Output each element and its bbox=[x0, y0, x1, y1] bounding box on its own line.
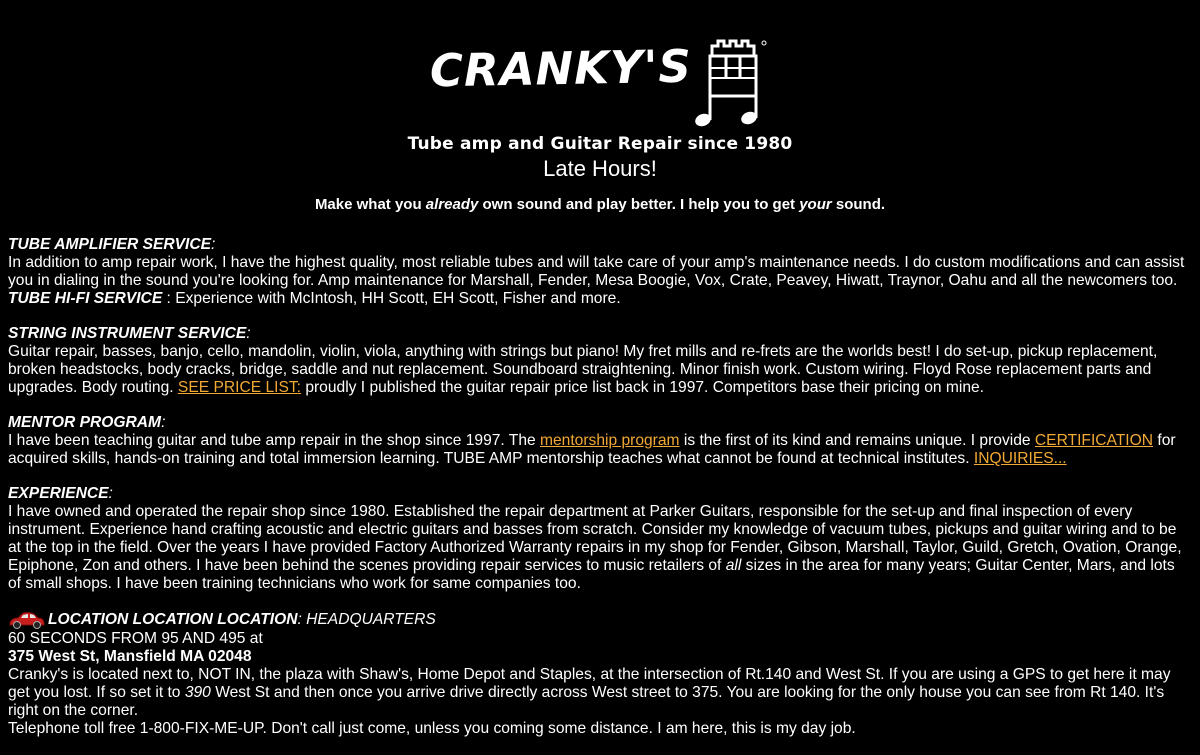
slogan bbox=[0, 196, 1200, 214]
location-line1: 60 SECONDS FROM 95 AND 495 at bbox=[8, 630, 263, 647]
section-body: Guitar repair, basses, banjo, cello, mandolin, violin, viola, anything with strings but piano! My fret mills and re-frets are the worlds best! I do set-up, pickup replacement, broken headstocks, body cracks, bridge, saddle and nut replacement. Soundboard straightening. Minor finish work. Custom wiring. Floyd Rose replacement parts and upgrades. Body routing. bbox=[8, 343, 1158, 396]
content bbox=[8, 236, 1192, 755]
price-list-link[interactable]: SEE PRICE LIST: bbox=[177, 379, 301, 396]
location-title-row bbox=[8, 610, 1192, 630]
section-colon: : bbox=[211, 236, 216, 253]
string-instrument-section bbox=[8, 325, 1192, 397]
section-title: MENTOR PROGRAM bbox=[8, 414, 162, 431]
hifi-title: TUBE HI-FI SERVICE bbox=[8, 290, 163, 307]
logo bbox=[0, 36, 1200, 132]
slogan-part2: own sound and play better. I help you to get bbox=[478, 196, 800, 213]
section-colon: : bbox=[161, 414, 166, 431]
section-title: EXPERIENCE bbox=[8, 485, 109, 502]
inquiries-link[interactable]: INQUIRIES... bbox=[973, 450, 1067, 467]
section-em: all bbox=[725, 557, 742, 574]
late-hours: Late Hours! bbox=[543, 156, 657, 181]
slogan-part1: Make what you bbox=[314, 196, 426, 213]
slogan-part3: sound. bbox=[831, 196, 886, 213]
slogan-em1: already bbox=[425, 196, 479, 213]
mentorship-link[interactable]: mentorship program bbox=[540, 432, 680, 449]
tagline: Tube amp and Guitar Repair since 1980 bbox=[407, 134, 793, 154]
section-body: I have owned and operated the repair shop since 1980. Established the repair department at Parker Guitars, responsible for the set-up and final inspection of every instrument. Experience hand crafting acoustic and electric guitars and basses from scratch. Consider my knowledge of vacuum tubes, pickups and guitar wiring and to be at the top in the field. Over the years I have provided Factory Authorized Warranty repairs in my shop for Fender, Gibson, Marshall, Taylor, Guild, Gretch, Ovation, Orange, Epiphone, Zon and others. I have been behind the scenes providing repair services to music retailers of bbox=[8, 503, 1182, 574]
header bbox=[0, 36, 1200, 214]
section-body: Cranky's is located next to, NOT IN, the plaza with Shaw's, Home Depot and Staples, at the intersection of Rt.140 and West St. If you are using a GPS to get here it may get you lost. If so set it to bbox=[8, 666, 1171, 701]
section-title: LOCATION LOCATION LOCATION bbox=[48, 611, 298, 628]
section-colon: : bbox=[246, 325, 251, 342]
slogan-em2: your bbox=[799, 196, 832, 213]
section-body: : Experience with McIntosh, HH Scott, EH Scott, Fisher and more. bbox=[162, 290, 621, 307]
section-body: In addition to amp repair work, I have the highest quality, most reliable tubes and will take care of your amp's maintenance needs. I do custom modifications and can assist you in dialing in the sound you're looking for. Amp maintenance for Marshall, Fender, Mesa Boogie, Vox, Crate, Peavey, Hiwatt, Traynor, Oahu and all the newcomers too. bbox=[8, 254, 1185, 289]
experience-section bbox=[8, 485, 1192, 593]
section-body: is the first of its kind and remains unique. I provide bbox=[679, 432, 1035, 449]
telephone-line: Telephone toll free 1-800-FIX-ME-UP. Don't call just come, unless you coming some distance. I am here, this is my day job. bbox=[8, 720, 856, 737]
mentor-section bbox=[8, 414, 1192, 468]
music-note-castle-icon bbox=[694, 38, 770, 130]
section-colon: : bbox=[108, 485, 113, 502]
section-em: 390 bbox=[184, 684, 211, 701]
section-title: TUBE AMPLIFIER SERVICE bbox=[8, 236, 212, 253]
address: 375 West St, Mansfield MA 02048 bbox=[8, 648, 252, 665]
certification-link[interactable]: CERTIFICATION bbox=[1034, 432, 1154, 449]
section-body: sizes in the area for many years; Guitar Center, Mars, and lots of small shops. I have been training technicians who work for same companies too. bbox=[8, 557, 1175, 592]
logo-text: CRANKY'S bbox=[429, 39, 693, 98]
section-body: I have been teaching guitar and tube amp repair in the shop since 1997. The bbox=[8, 432, 540, 449]
location-subtitle: : HEADQUARTERS bbox=[297, 611, 436, 628]
section-body: for acquired skills, hands-on training and total immersion learning. TUBE AMP mentorship teaches what cannot be found at technical institutes. bbox=[8, 432, 1176, 467]
section-title: STRING INSTRUMENT SERVICE bbox=[8, 325, 247, 342]
section-body: West St and then once you arrive drive directly across West street to 375. You are looking for the only house you can see from Rt 140. It's right on the corner. bbox=[8, 684, 1165, 719]
section-body: proudly I published the guitar repair price list back in 1997. Competitors base their pricing on mine. bbox=[300, 379, 985, 396]
location-section bbox=[8, 610, 1192, 738]
car-icon bbox=[8, 610, 46, 630]
tube-amplifier-section bbox=[8, 236, 1192, 308]
